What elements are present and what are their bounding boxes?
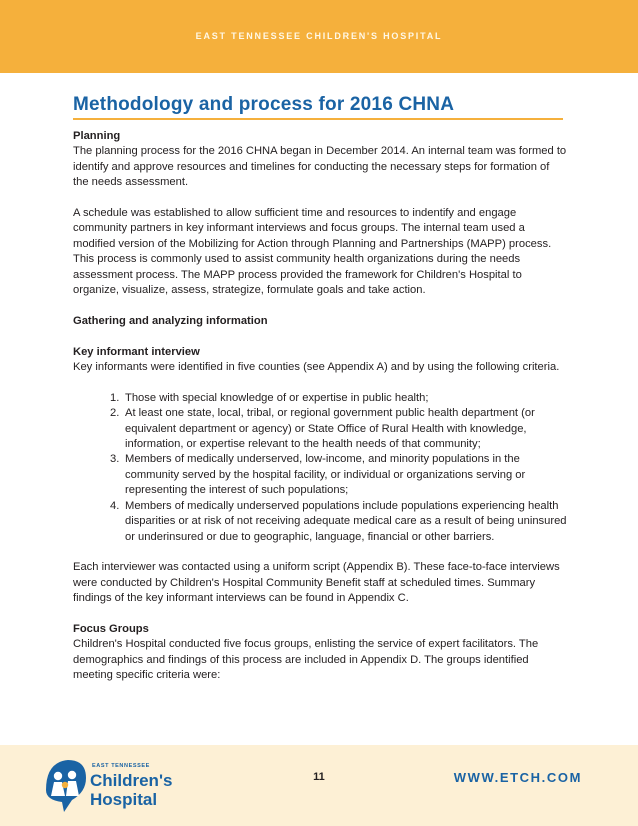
focus-groups-heading: Focus Groups: [73, 622, 149, 635]
document-body: [73, 129, 567, 684]
page-title: Methodology and process for 2016 CHNA: [73, 94, 455, 115]
list-item: 2. At least one state, local, tribal, or regional government public health department (or equivalent department or agency) or State Office of Rural Health with knowledge, information, or expertise relevant to the health needs of that community;: [110, 407, 535, 451]
svg-text:Children's: Children's: [90, 771, 173, 790]
header-title: EAST TENNESSEE CHILDREN'S HOSPITAL: [195, 31, 443, 41]
criteria-list: [73, 391, 567, 545]
page-number: 11: [313, 771, 325, 783]
title-divider: [73, 118, 563, 120]
list-item: 3. Members of medically underserved, low-income, and minority populations in the community served by the hospital facility, or individual or organizations serving or representing the interest of such populations;: [110, 453, 526, 497]
key-informant-heading: Key informant interview: [73, 345, 200, 358]
svg-text:Hospital: Hospital: [90, 790, 158, 809]
planning-heading: Planning: [73, 130, 121, 142]
list-item: 4. Members of medically underserved populations include populations experiencing health disparities or at risk of not receiving adequate medical care as a result of being uninsured or underinsured or due to geographic, language, financial or other barriers.: [110, 499, 567, 543]
svg-text:EAST TENNESSEE: EAST TENNESSEE: [92, 763, 150, 769]
planning-paragraph-2: A schedule was established to allow sufficient time and resources to indentify and engage community partners in key informant interviews and focus groups. The internal team used a modified version of the Mobilizing for Action through Planning and Partnerships (MAPP) process. This process is commonly used to assist community health organizations during the needs assessment process. The MAPP process provided the framework for Children's Hospital to organize, visualize, assess, strategize, formulate goals and take action.: [73, 207, 552, 297]
planning-paragraph-1: The planning process for the 2016 CHNA began in December 2014. An internal team was formed to identify and approve resources and timelines for conducting the necessary steps for formation of the needs assessment.: [73, 145, 567, 189]
key-informant-paragraph: Key informants were identified in five counties (see Appendix A) and by using the following criteria.: [73, 361, 560, 374]
interviewer-paragraph: Each interviewer was contacted using a uniform script (Appendix B). These face-to-face interviews were conducted by Children's Hospital Community Benefit staff at scheduled times. Summary findings of the key informant interviews can be found in Appendix C.: [73, 561, 560, 605]
focus-groups-paragraph: Children's Hospital conducted five focus groups, enlisting the service of expert facilitators. The demographics and findings of this process are included in Appendix D. The groups identified meeting specific criteria were:: [73, 638, 539, 682]
hospital-logo: [42, 756, 173, 818]
list-item: 1. Those with special knowledge of or expertise in public health;: [110, 391, 429, 404]
header-band: [0, 0, 638, 73]
gathering-heading: Gathering and analyzing information: [73, 314, 268, 327]
website-link[interactable]: WWW.ETCH.COM: [453, 770, 582, 785]
